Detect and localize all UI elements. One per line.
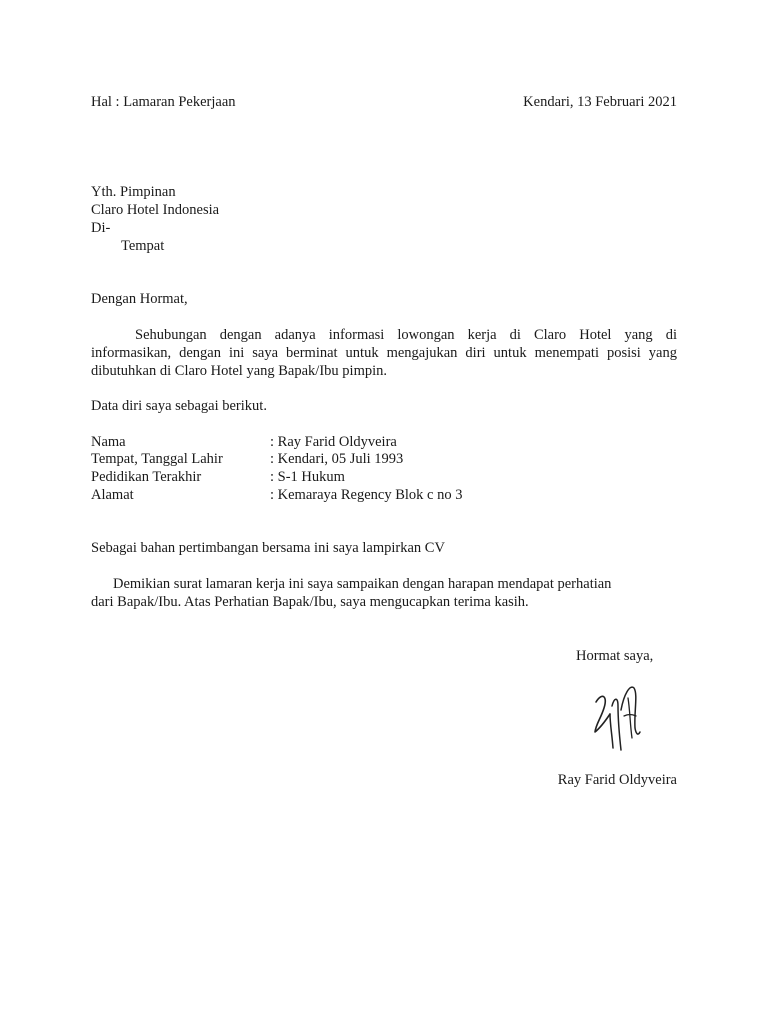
data-value: : Ray Farid Oldyveira — [270, 434, 397, 450]
signature-icon — [588, 676, 648, 754]
data-intro: Data diri saya sebagai berikut. — [91, 398, 267, 414]
greeting: Dengan Hormat, — [91, 291, 188, 307]
data-value: : Kendari, 05 Juli 1993 — [270, 451, 404, 467]
data-value: : S-1 Hukum — [270, 469, 345, 485]
letter-subject: Hal : Lamaran Pekerjaan — [91, 94, 236, 110]
data-label: Alamat — [91, 487, 134, 503]
data-label: Nama — [91, 434, 126, 450]
attachment-note: Sebagai bahan pertimbangan bersama ini saya lampirkan CV — [91, 540, 445, 556]
closing-line-2: dari Bapak/Ibu. Atas Perhatian Bapak/Ibu, saya mengucapkan terima kasih. — [91, 594, 529, 610]
intro-line-3: dibutuhkan di Claro Hotel yang Bapak/Ibu pimpin. — [91, 363, 387, 379]
data-value: : Kemaraya Regency Blok c no 3 — [270, 487, 463, 503]
recipient-company: Claro Hotel Indonesia — [91, 202, 220, 218]
signer-name: Ray Farid Oldyveira — [557, 772, 677, 788]
recipient-place: Tempat — [121, 238, 165, 254]
data-label: Tempat, Tanggal Lahir — [91, 451, 223, 467]
data-label: Pedidikan Terakhir — [91, 469, 202, 485]
recipient-title: Yth. Pimpinan — [91, 184, 176, 200]
intro-paragraph — [91, 326, 677, 380]
closing-line-1: Demikian surat lamaran kerja ini saya sampaikan dengan harapan mendapat perhatian — [113, 576, 612, 592]
intro-line-1: Sehubungan dengan adanya informasi lowongan kerja di Claro Hotel yang di — [135, 327, 677, 343]
recipient-di: Di- — [91, 220, 111, 236]
signoff: Hormat saya, — [576, 648, 654, 664]
intro-line-2: informasikan, dengan ini saya berminat untuk mengajukan diri untuk menempati posisi yang — [91, 345, 677, 361]
letter-place-date: Kendari, 13 Februari 2021 — [523, 94, 677, 110]
